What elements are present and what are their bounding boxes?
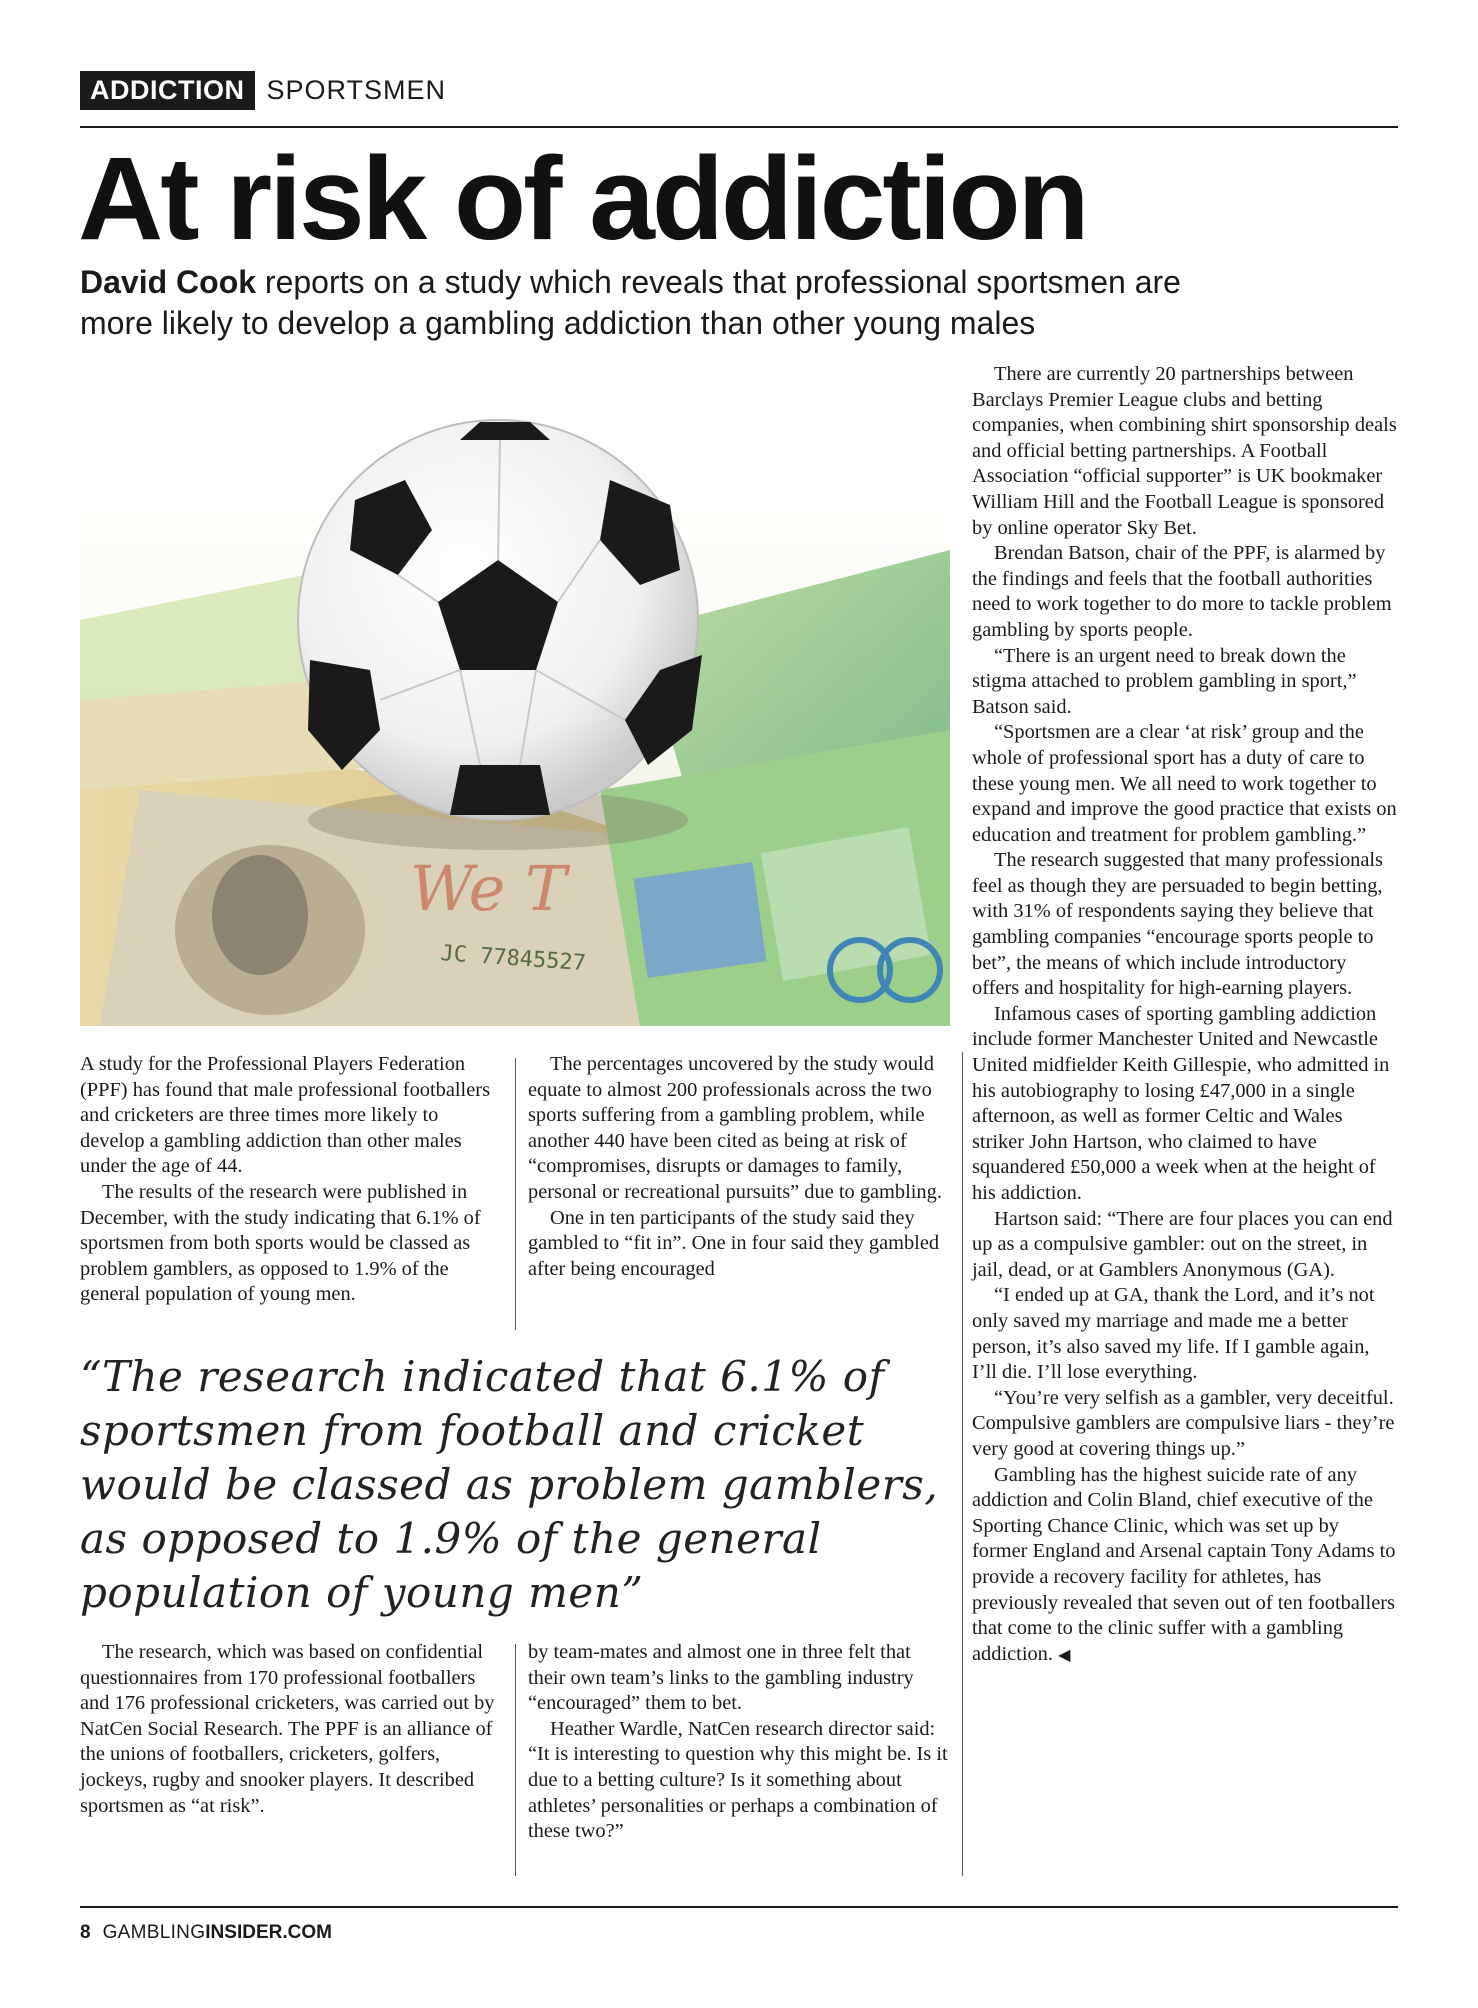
paragraph: The research, which was based on confidential questionnaires from 170 professional footballers and 176 professional cricketers, was carried out by NatCen Social Research. The PPF is an alliance of the unions of footballers, cricketers, golfers, jockeys, rugby and snooker players. It described sportsmen as “at risk”. — [80, 1641, 495, 1817]
author-name: David Cook — [80, 264, 257, 300]
paragraph: One in ten participants of the study said they gambled to “fit in”. One in four said they gambled after being encouraged — [528, 1206, 940, 1280]
paragraph: Infamous cases of sporting gambling addiction include former Manchester United and Newcastle United midfielder Keith Gillespie, who admitted in his autobiography to losing £47,000 in a single afternoon, as well as former Celtic and Wales striker John Hartson, who claimed to have squandered £50,000 a week when at the height of his addiction. — [972, 1002, 1390, 1204]
paragraph: “I ended up at GA, thank the Lord, and it’s not only saved my marriage and made me a better person, it’s also saved my life. If I gamble again, I’ll die. I’ll lose everything. — [972, 1284, 1375, 1384]
standfirst — [80, 262, 1260, 344]
paragraph: Hartson said: “There are four places you can end up as a compulsive gambler: out on the street, in jail, dead, or at Gamblers Anonymous (GA). — [972, 1207, 1393, 1281]
paragraph: The results of the research were published in December, with the study indicating that 6.1% of sportsmen from both sports would be classed as problem gamblers, as opposed to 1.9% of the general population of young men. — [80, 1180, 481, 1306]
section-label: ADDICTION — [80, 71, 255, 110]
paragraph: “You’re very selfish as a gambler, very deceitful. Compulsive gamblers are compulsive liars - they’re very good at covering things up.” — [972, 1386, 1395, 1460]
column-2-bottom — [528, 1640, 948, 1845]
paragraph: “Sportsmen are a clear ‘at risk’ group and the whole of professional sport has a duty of care to these young men. We all need to work together to expand and improve the good practice that exists on education and treatment for problem gambling.” — [972, 721, 1397, 846]
column-3 — [972, 362, 1398, 1668]
paragraph: by team-mates and almost one in three felt that their own team’s links to the gambling industry “encouraged” them to bet. — [528, 1641, 914, 1715]
paragraph: The percentages uncovered by the study would equate to almost 200 professionals across the two sports suffering from a gambling problem, while another 440 have been cited as being at risk of “compromises, disrupts or damages to family, personal or recreational pursuits” due to gambling. — [528, 1053, 942, 1203]
paragraph: Brendan Batson, chair of the PPF, is alarmed by the findings and feels that the football authorities need to work together to do more to tackle problem gambling by sports people. — [972, 542, 1392, 641]
top-rule — [80, 126, 1398, 128]
subsection-label: SPORTSMEN — [266, 74, 447, 105]
page-number: 8 — [80, 1922, 91, 1943]
column-1-bottom — [80, 1640, 500, 1819]
site-name-suffix: INSIDER.COM — [205, 1922, 332, 1943]
column-divider — [962, 1052, 963, 1876]
column-divider — [515, 1058, 516, 1330]
football — [298, 420, 702, 820]
paragraph: A study for the Professional Players Federation (PPF) has found that male professional footballers and cricketers are three times more likely to develop a gambling addiction than other males under the age of 44. — [80, 1053, 491, 1178]
page-footer — [80, 1922, 332, 1944]
paragraph-text: Gambling has the highest suicide rate of any addiction and Colin Bland, chief executive of the Sporting Chance Clinic, which was set up by former England and Arsenal captain Tony Adams to provide a recovery facility for athletes, has previously revealed that seven out of ten footballers that come to the clinic suffer with a gambling addiction. — [972, 1463, 1396, 1665]
paragraph: “There is an urgent need to break down the stigma attached to problem gambling in sport,” Batson said. — [972, 644, 1357, 718]
banknote-motto: We T — [410, 852, 567, 925]
column-2-top — [528, 1052, 948, 1282]
headline: At risk of addiction — [78, 133, 1087, 265]
column-divider — [515, 1644, 516, 1876]
section-tag — [80, 70, 446, 110]
standfirst-text: reports on a study which reveals that professional sportsmen are more likely to develop a gambling addiction than other young males — [80, 264, 1181, 341]
paragraph: There are currently 20 partnerships between Barclays Premier League clubs and betting companies, when combining shirt sponsorship deals and official betting partnerships. A Football Association “official supporter” is UK bookmaker William Hill and the Football League is sponsored by online operator Sky Bet. — [972, 363, 1397, 539]
paragraph — [972, 1463, 1398, 1669]
end-mark-icon: ◀ — [1058, 1646, 1071, 1664]
article-photo — [80, 370, 950, 1026]
paragraph: Heather Wardle, NatCen research director said: “It is interesting to question why this might be. Is it due to a betting culture? Is it something about athletes’ personalities or perhaps a combination of these two?” — [528, 1717, 948, 1843]
pull-quote: “The research indicated that 6.1% of sportsmen from football and cricket would be classed as problem gamblers, as opposed to 1.9% of the general population of young men” — [80, 1352, 939, 1617]
bottom-rule — [80, 1906, 1398, 1908]
site-name-prefix: GAMBLING — [102, 1922, 206, 1943]
banknote-serial: JC 77845527 — [439, 941, 587, 977]
paragraph: The research suggested that many professionals feel as though they are persuaded to begin betting, with 31% of respondents saying they believe that gambling companies “encourage sports people to bet”, the means of which include introductory offers and hospitality for high-earning players. — [972, 849, 1383, 1000]
column-1-top — [80, 1052, 500, 1308]
football-on-money-illustration — [80, 370, 950, 1026]
